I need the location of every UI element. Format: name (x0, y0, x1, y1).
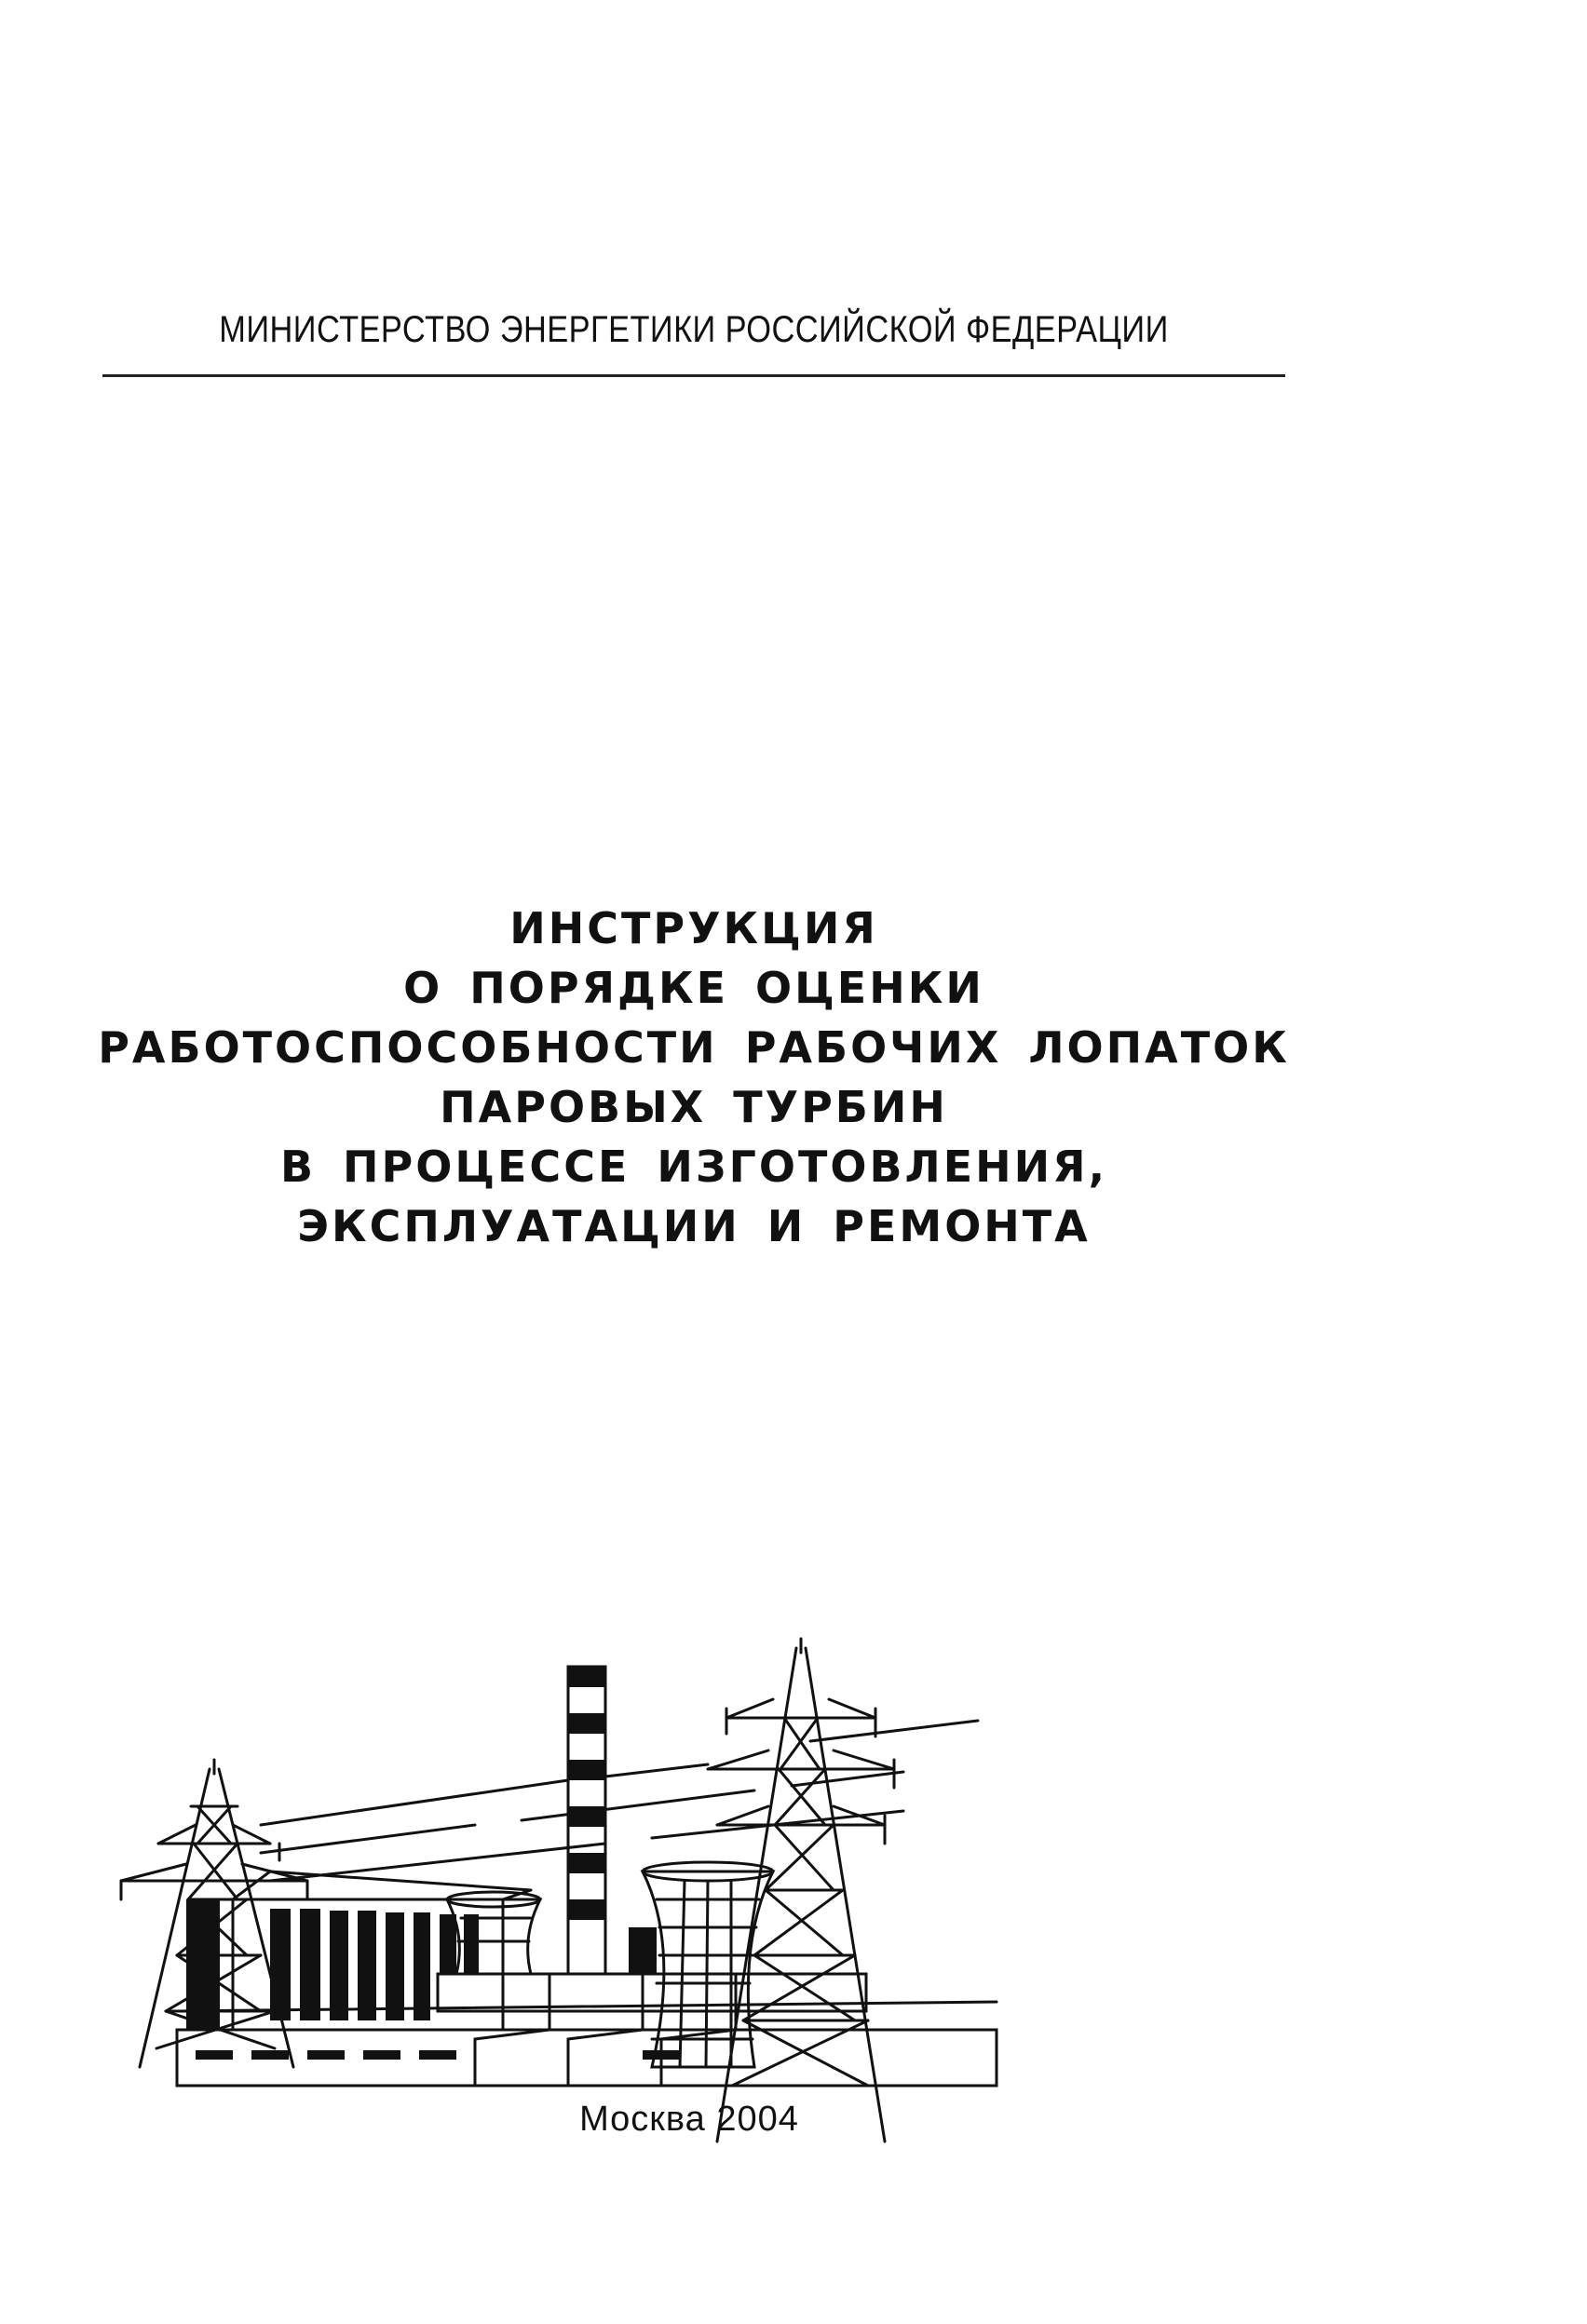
ministry-header: МИНИСТЕРСТВО ЭНЕРГЕТИКИ РОССИЙСКОЙ ФЕДЕРАЦИИ (219, 309, 1169, 350)
title-line-1: ИНСТРУКЦИЯ (509, 903, 878, 953)
lower-windows (196, 2050, 680, 2060)
title-line-5: В ПРОЦЕССЕ ИЗГОТОВЛЕНИЯ, (279, 1142, 1108, 1192)
publication-city-year: Москва 2004 (579, 2100, 799, 2139)
chimney-stripes (568, 1667, 657, 1974)
header-rule (102, 374, 1285, 377)
title-line-2: О ПОРЯДКЕ ОЦЕНКИ (403, 963, 984, 1013)
small-cooling-tower-icon (447, 1892, 540, 1974)
title-line-3: РАБОТОСПОСОБНОСТИ РАБОЧИХ ЛОПАТОК (98, 1022, 1290, 1073)
title-line-6: ЭКСПЛУАТАЦИИ И РЕМОНТА (297, 1201, 1091, 1251)
power-lines (261, 1721, 978, 1881)
document-title (93, 899, 1295, 1256)
large-cooling-tower-icon (643, 1862, 773, 2067)
title-line-4: ПАРОВЫХ ТУРБИН (440, 1082, 948, 1132)
